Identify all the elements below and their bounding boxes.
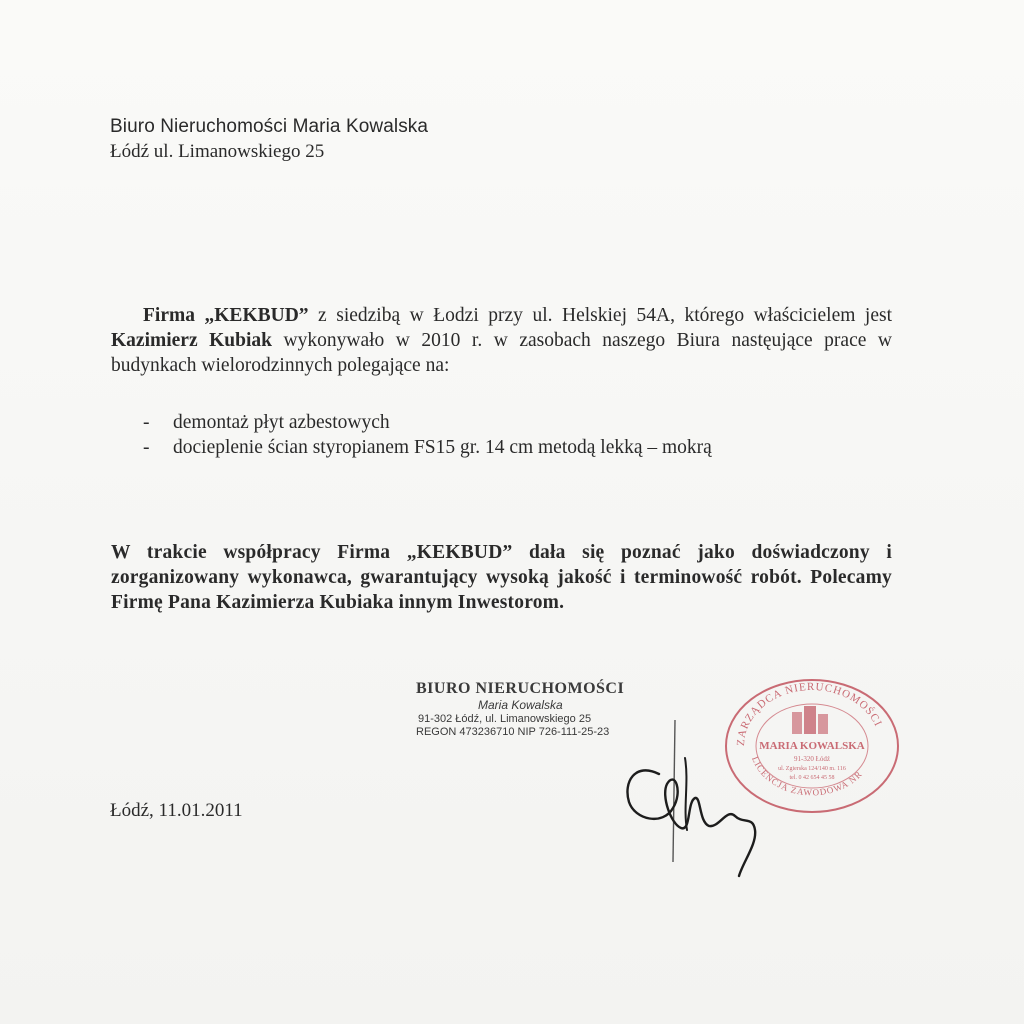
owner-name: Kazimierz Kubiak: [111, 330, 273, 351]
seal-line-2: ul. Zgierska 124/140 m. 116: [778, 766, 846, 772]
letterhead-name: Biuro Nieruchomości Maria Kowalska: [110, 116, 429, 137]
company-stamp-title: BIURO NIERUCHOMOŚCI: [416, 680, 625, 697]
list-item: [143, 410, 712, 435]
company-stamp-ids: REGON 473236710 NIP 726-111-25-23: [416, 726, 610, 738]
company-stamp-address: 91-302 Łódź, ul. Limanowskiego 25: [418, 713, 592, 725]
paragraph1-text-a: z siedzibą w Łodzi przy ul. Helskiej 54A, którego właścicielem jest: [308, 305, 892, 326]
letterhead: [110, 116, 428, 163]
recommendation-paragraph: W trakcie współpracy Firma „KEKBUD” dała się poznać jako doświadczony i zorganizowany wykonawca, gwarantujący wysoką jakość i terminowość robót. Polecamy Firmę Pana Kazimierza Kubiaka innym Inwestorom.: [111, 542, 892, 613]
company-stamp: [416, 680, 624, 738]
reference-paragraph-1: [111, 303, 892, 378]
letterhead-address: Łódź ul. Limanowskiego 25: [110, 141, 325, 162]
firm-name: „KEKBUD”: [204, 305, 309, 326]
company-stamp-name: Maria Kowalska: [478, 698, 563, 712]
work-item-2: docieplenie ścian styropianem FS15 gr. 14 cm metodą lekką – mokrą: [173, 437, 712, 458]
firm-word: Firma: [143, 305, 195, 326]
work-item-1: demontaż płyt azbestowych: [173, 412, 390, 433]
official-seal: [722, 676, 902, 816]
works-list: [143, 410, 712, 460]
seal-bottom-text: LICENCJA ZAWODOWA NR: [750, 754, 865, 798]
seal-outer-text: ZARZĄDCA NIERUCHOMOŚCI: [734, 680, 885, 747]
seal-line-1: 91-320 Łódź: [794, 755, 830, 763]
paragraph1-text-b: wykonywało w 2010 r. w zasobach naszego Biura nastęujące prace w budynkach wielorodzinnych polegające na:: [111, 330, 892, 376]
seal-line-3: tel. 0 42 654 45 58: [789, 775, 835, 781]
list-dash: -: [143, 437, 150, 458]
list-dash: -: [143, 412, 150, 433]
letter-date: Łódź, 11.01.2011: [110, 800, 243, 821]
seal-building-icon: [792, 706, 828, 734]
seal-name: MARIA KOWALSKA: [759, 740, 865, 752]
list-item: [143, 435, 712, 460]
